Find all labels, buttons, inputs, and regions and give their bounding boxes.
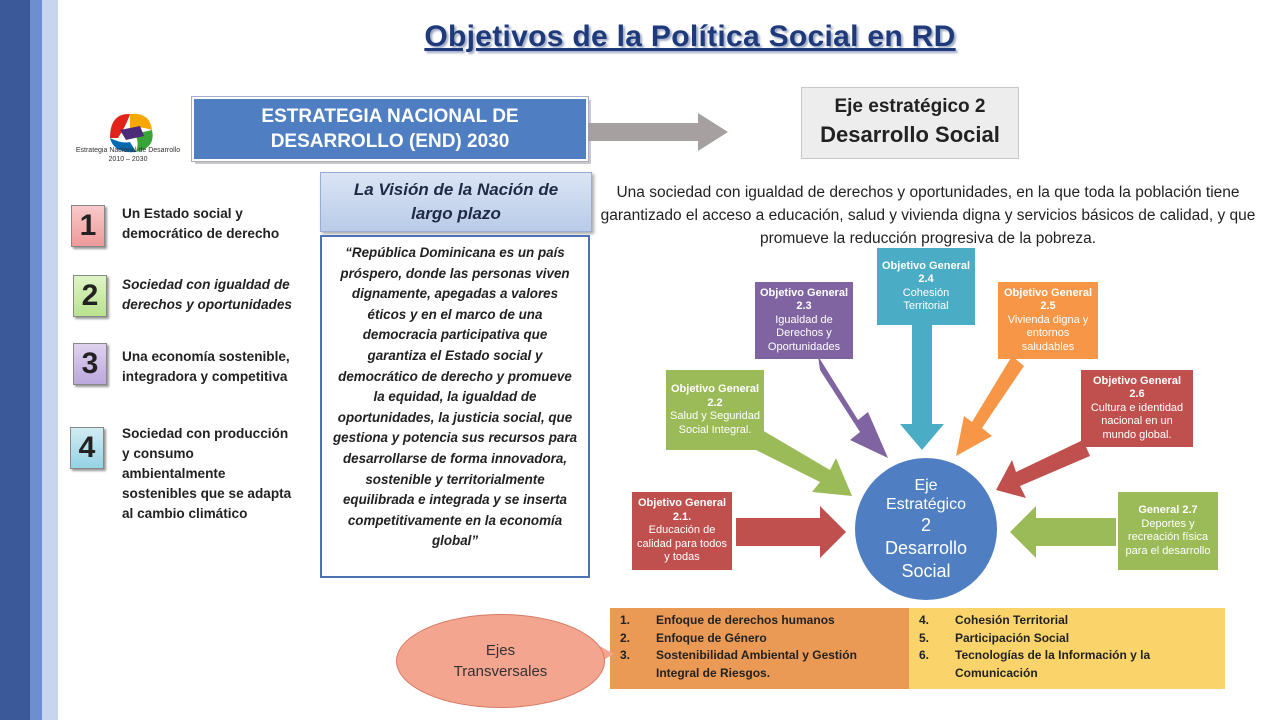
arrow-2-1-icon [736, 506, 846, 558]
transversal-item: 6. Tecnologías de la Información y la [919, 648, 1151, 662]
logo-caption: Estrategia Nacional de Desarrollo 2010 – 2030 [75, 147, 181, 163]
goal-number-4: 4 [70, 427, 104, 469]
vision-header: La Visión de la Nación de largo plazo [320, 172, 592, 232]
transversal-list-left [610, 608, 909, 689]
arrow-2-7-icon [1010, 506, 1116, 558]
goal-number-2: 2 [73, 275, 107, 317]
transversal-item: 5. Participación Social [919, 630, 1070, 645]
transversal-item: 4. Cohesión Territorial [919, 613, 1069, 627]
goal-text-1: Un Estado social y democrático de derecho [122, 206, 280, 241]
arrow-2-4-icon [900, 325, 944, 450]
transversal-item: Integral de Riesgos. [656, 665, 771, 680]
center-eje-circle: Eje Estratégico 2 Desarrollo Social [855, 458, 997, 600]
arrow-2-3-icon [818, 356, 888, 458]
transversal-item: 1. Enfoque de derechos humanos [620, 613, 835, 627]
page-title: Objetivos de la Política Social en RD [424, 20, 956, 53]
objective-2-4: Objetivo General 2.4 Cohesión Territorial [877, 248, 975, 325]
goal-text-2: Sociedad con igualdad de derechos y oportunidades [122, 277, 292, 312]
end-2030-box: ESTRATEGIA NACIONAL DE DESARROLLO (END) 2030 [192, 97, 588, 161]
goal-number-3: 3 [73, 343, 107, 385]
arrow-2-5-icon [956, 356, 1024, 456]
objective-2-2: Objetivo General 2.2 Salud y Seguridad Social Integral. [666, 370, 764, 450]
goal-number-1: 1 [71, 205, 105, 247]
objective-2-3: Objetivo General 2.3 Igualdad de Derechos y Oportunidades [755, 282, 853, 359]
arrow-2-6-icon [996, 440, 1090, 498]
objective-2-6: Objetivo General 2.6 Cultura e identidad nacional en un mundo global. [1081, 370, 1193, 447]
objective-2-7: General 2.7 Deportes y recreación física para el desarrollo [1118, 492, 1218, 570]
transversal-item: 2. Enfoque de Género [620, 630, 767, 645]
transversal-item: Comunicación [955, 665, 1038, 680]
vision-quote: “República Dominicana es un país próspero, donde las personas viven dignamente, apegadas a valores éticos y en el marco de una democracia participativa que garantiza el Estado social y democrático de derecho y promueve la equidad, la igualdad de oportunidades, la justicia social, que gestiona y potencia sus recursos para desarrollarse de forma innovadora, sostenible y territorialmente equilibrada e integrada y se inserta competitivamente en la economía global” [320, 235, 590, 578]
goal-text-4: Sociedad con producción y consumo ambientalmente sostenibles que se adapta al cambio climático [122, 426, 292, 521]
ejes-transversales-label: Ejes Transversales [396, 614, 605, 708]
arrow-2-2-icon [752, 430, 852, 496]
society-description: Una sociedad con igualdad de derechos y oportunidades, en la que toda la población tiene garantizado el acceso a educación, salud y vivienda digna y servicios básicos de calidad, y que promueve la reducción progresiva de la pobreza. [600, 184, 1256, 247]
goal-text-3: Una economía sostenible, integradora y competitiva [122, 349, 290, 384]
transversal-item: 3. Sostenibilidad Ambiental y Gestión [620, 648, 857, 662]
transversal-list-right [909, 608, 1225, 689]
objective-2-1: Objetivo General 2.1. Educación de calidad para todos y todas [632, 492, 732, 570]
objective-2-5: Objetivo General 2.5 Vivienda digna y entornos saludables [998, 282, 1098, 359]
eje-estrategico-box: Eje estratégico 2 Desarrollo Social [801, 87, 1019, 159]
